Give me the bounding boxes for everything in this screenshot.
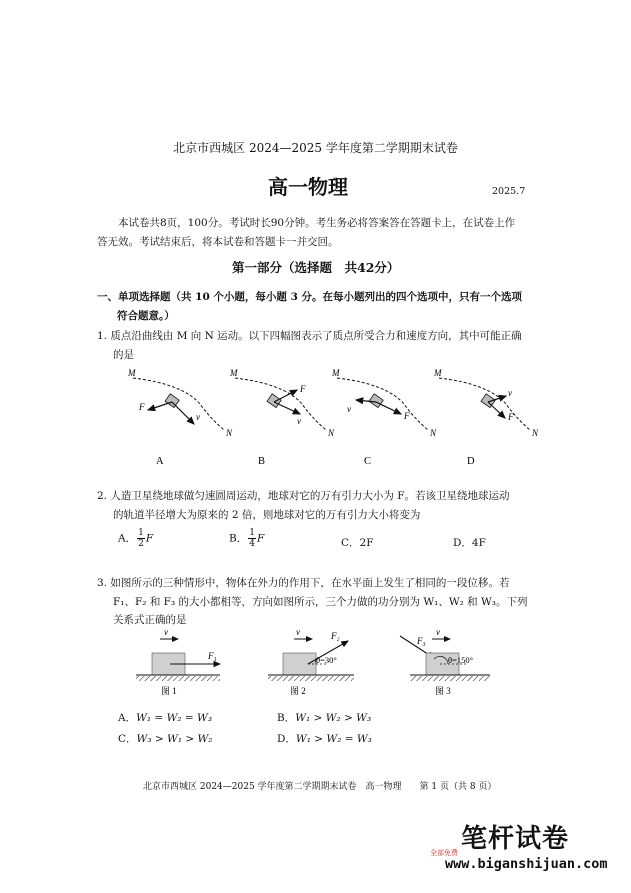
q1-figures — [100, 362, 540, 472]
q2-option-c[interactable] — [341, 535, 374, 550]
q1-a-label-f: F — [139, 402, 145, 412]
q3-option-d-text: W₁ > W₂ = W₃ — [295, 733, 372, 745]
q2-option-a[interactable] — [118, 528, 153, 549]
q3-text-line-1: 3. 如图所示的三种情形中，物体在外力的作用下，在水平面上发生了相同的一段位移。若 — [97, 577, 510, 589]
q3-option-a-text: W₁ = W₂ = W₃ — [136, 712, 213, 724]
q2-text-line-1: 2. 人造卫星绕地球做匀速圆周运动，地球对它的万有引力大小为 F。若该卫星绕地球运动 — [97, 490, 510, 502]
q2-a-denominator: 2 — [138, 539, 144, 549]
q3-figure-1 — [136, 627, 220, 696]
q2-option-a-label: A． — [118, 532, 137, 545]
q3-option-c-text: W₃ > W₁ > W₂ — [136, 733, 213, 745]
q1-b-label-n: N — [328, 428, 335, 438]
q2-text-line-2: 的轨道半径增大为原来的 2 倍，则地球对它的万有引力大小将变为 — [113, 509, 421, 521]
q1-d-label-v: v — [508, 388, 512, 398]
q2-option-d-label: D． — [453, 537, 472, 549]
q1-c-label-v: v — [347, 404, 351, 414]
q1-figure-d — [433, 368, 539, 438]
q2-a-variable: F — [145, 532, 154, 545]
part1-title: 第一部分（选择题 共42分） — [232, 260, 400, 275]
q3-figures — [130, 622, 490, 700]
q3-option-d[interactable] — [277, 731, 372, 746]
q3-fig3-angle: θ=150° — [448, 655, 474, 665]
q1-option-d[interactable]: D — [467, 456, 475, 467]
q1-a-label-n: N — [226, 428, 233, 438]
q3-fig2-velocity: v — [296, 627, 300, 637]
q3-fig3-velocity: v — [436, 627, 440, 637]
q3-option-c[interactable] — [118, 731, 213, 746]
subject-title: 高一物理 — [268, 175, 348, 199]
q3-option-b[interactable] — [277, 710, 371, 725]
q1-a-label-m: M — [128, 368, 136, 378]
watermark-url[interactable]: www.biganshijuan.com — [445, 856, 608, 872]
watermark-title: 笔杆试卷 — [461, 824, 570, 854]
q1-c-label-n: N — [430, 428, 437, 438]
q1-text-line-1: 1. 质点沿曲线由 M 向 N 运动。以下四幅图表示了质点所受合力和速度方向，其中可能正确 — [97, 330, 522, 342]
q3-fig1-force: F₁ — [208, 651, 217, 661]
q3-fig2-caption: 图 2 — [290, 686, 306, 696]
q3-figure-3 — [400, 627, 490, 696]
q3-figure-2 — [268, 627, 354, 696]
q1-b-label-m: M — [230, 368, 238, 378]
q1-d-label-n: N — [532, 428, 539, 438]
section-heading-line-1: 一、单项选择题（共 10 个小题，每小题 3 分。在每小题列出的四个选项中，只有一个选项 — [97, 291, 523, 303]
q1-d-label-m: M — [434, 368, 442, 378]
q1-option-a[interactable]: A — [156, 456, 164, 467]
q1-option-c[interactable]: C — [364, 456, 372, 467]
q1-figure-c — [331, 368, 437, 438]
q1-text-line-2: 的是 — [113, 349, 134, 361]
q1-a-label-v: v — [196, 412, 200, 422]
q3-fig1-caption: 图 1 — [161, 686, 177, 696]
q2-option-c-label: C． — [341, 537, 360, 549]
q3-option-b-label: B． — [277, 712, 296, 724]
q2-b-denominator: 4 — [249, 539, 255, 549]
q2-option-b-label: B． — [229, 532, 248, 545]
q2-a-numerator: 1 — [138, 528, 144, 538]
q1-b-label-v: v — [297, 416, 301, 426]
q2-option-c-text: 2F — [359, 537, 374, 549]
q1-figure-a — [127, 368, 233, 438]
q3-text-line-3: 关系式正确的是 — [113, 614, 187, 626]
q2-option-d[interactable] — [453, 535, 486, 550]
q1-d-label-f: F — [508, 412, 514, 422]
q3-option-c-label: C． — [118, 733, 137, 745]
q2-b-variable: F — [256, 532, 265, 545]
q2-option-d-text: 4F — [471, 537, 486, 549]
q3-option-a-label: A． — [118, 712, 137, 724]
q1-b-label-f: F — [300, 384, 306, 394]
instructions-line-2: 答无效。考试结束后，将本试卷和答题卡一并交回。 — [97, 236, 339, 248]
exam-date: 2025.7 — [492, 186, 526, 197]
q1-c-label-m: M — [332, 368, 340, 378]
q3-option-d-label: D． — [277, 733, 296, 745]
q3-text-line-2: F₁、F₂ 和 F₃ 的大小都相等，方向如图所示，三个力做的功分别为 W₁、W₂ 和 W₃。下列 — [113, 596, 528, 608]
q3-option-b-text: W₁ > W₂ > W₃ — [295, 712, 372, 724]
q3-fig2-force: F₂ — [331, 631, 340, 641]
q2-b-numerator: 1 — [249, 528, 255, 538]
q2-option-b[interactable] — [229, 528, 264, 549]
watermark-tag: 全部免费 — [430, 849, 458, 857]
q3-fig1-velocity: v — [164, 627, 168, 637]
instructions-line-1: 本试卷共8页，100分。考试时长90分钟。考生务必将答案答在答题卡上，在试卷上作 — [118, 217, 516, 229]
q3-option-a[interactable] — [118, 710, 212, 725]
section-heading-line-2: 符合题意。） — [117, 310, 175, 322]
q3-fig2-angle: θ=30° — [316, 655, 337, 665]
q1-figure-b — [229, 368, 335, 438]
exam-title: 北京市西城区 2024—2025 学年度第二学期期末试卷 — [173, 141, 458, 155]
q1-option-b[interactable]: B — [258, 456, 266, 467]
q3-fig3-force: F₃ — [417, 636, 426, 646]
q1-c-label-f: F — [404, 411, 410, 421]
q3-fig3-caption: 图 3 — [435, 686, 451, 696]
page-footer: 北京市西城区 2024—2025 学年度第二学期期末试卷 高一物理 第 1 页（共 8 页） — [143, 782, 497, 792]
